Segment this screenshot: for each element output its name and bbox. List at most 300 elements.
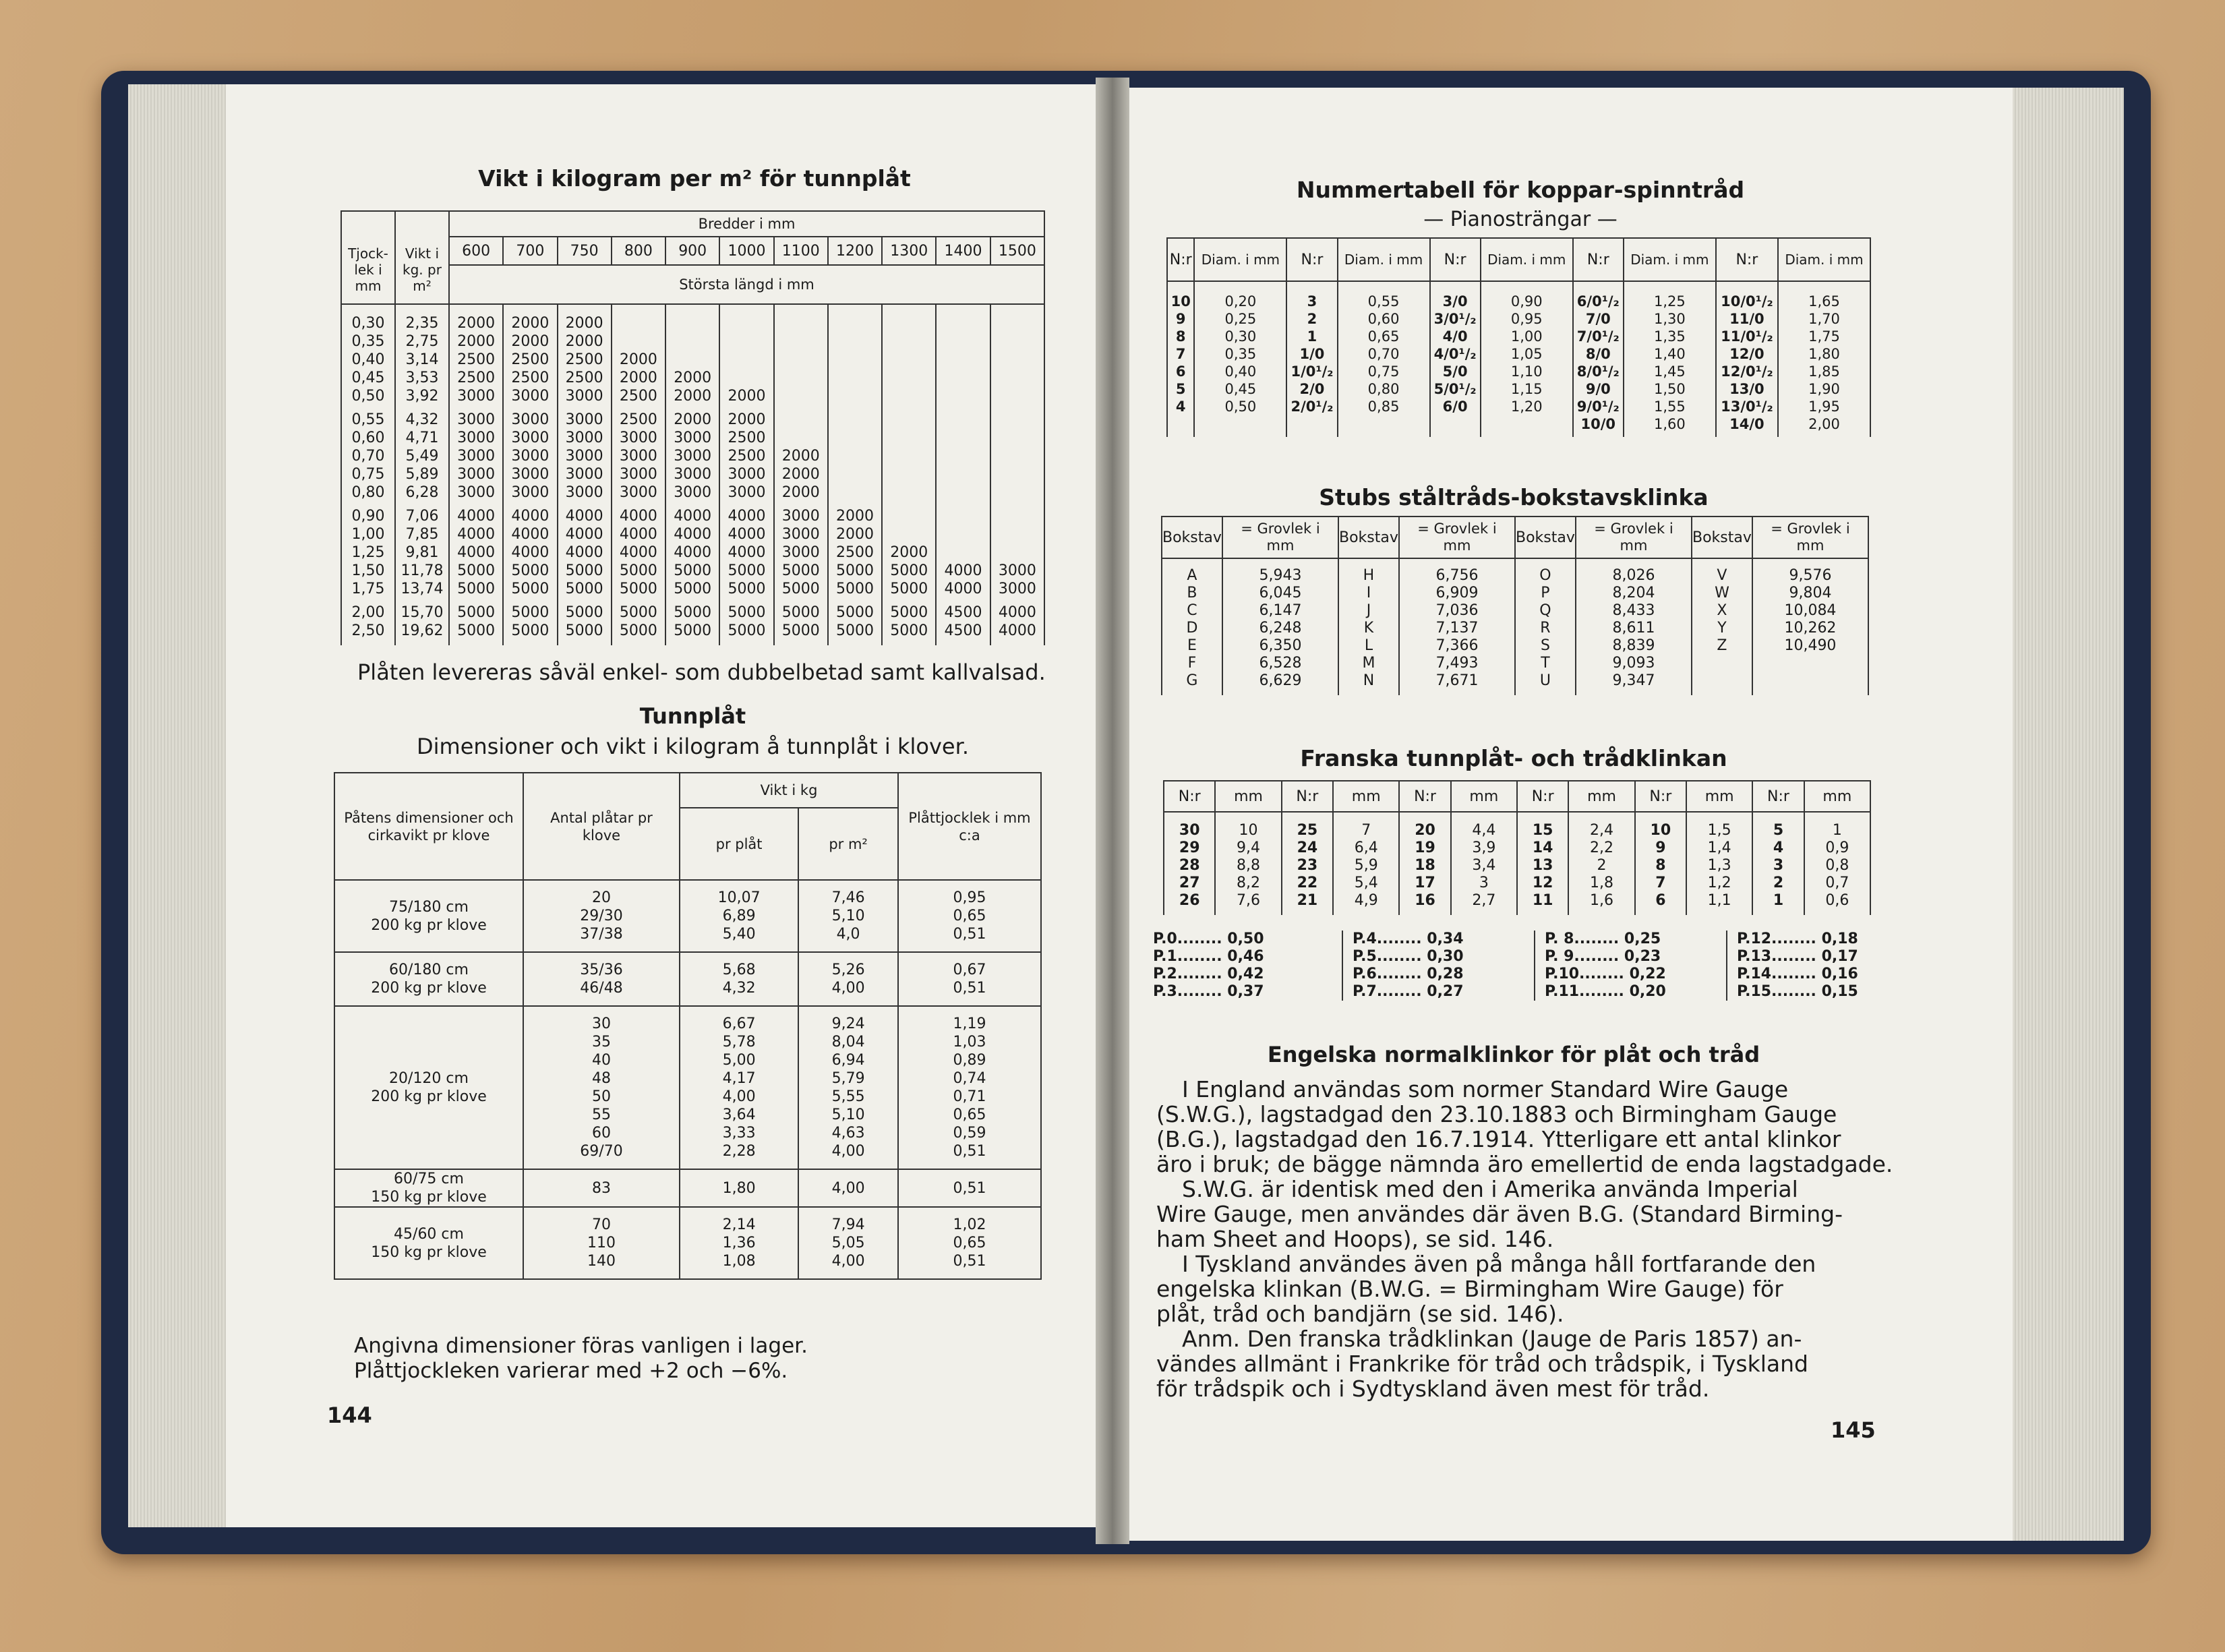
diam-cell <box>1481 281 1573 437</box>
cell-value: 5000 <box>781 581 820 597</box>
cell-value: 5000 <box>781 622 820 639</box>
cell-value: 2000 <box>781 484 820 501</box>
cell-value: 0,60 <box>351 430 385 446</box>
cell-value: 3000 <box>998 581 1036 597</box>
cell-value: 6,248 <box>1259 620 1302 637</box>
length-cell <box>990 314 1044 411</box>
letter-cell <box>1162 558 1222 695</box>
cell-value: 4000 <box>565 526 603 543</box>
cell-value: 3000 <box>674 484 712 501</box>
mm-cell <box>1215 812 1281 915</box>
cell-value <box>991 507 1044 525</box>
cell-value: 5,49 <box>405 448 439 465</box>
nr-cell <box>1167 281 1194 437</box>
p-gauge-column <box>1534 931 1727 1001</box>
cell-value <box>666 351 719 369</box>
cell-value: 3000 <box>565 484 603 501</box>
cell-value: 5000 <box>835 581 874 597</box>
length-cell <box>828 603 882 645</box>
p-gauge-entry: P.7........ 0,27 <box>1353 983 1464 1000</box>
cell-lines <box>558 507 611 603</box>
cell-value: 0,6 <box>1825 892 1849 909</box>
cell-lines <box>829 603 881 645</box>
weight-group-row <box>341 603 1044 645</box>
cell-value: 40 <box>592 1052 611 1069</box>
cell-value: 5000 <box>674 562 712 579</box>
cell-value: 4500 <box>944 622 982 639</box>
length-cell <box>449 411 503 507</box>
cell-value: 8,2 <box>1237 875 1261 891</box>
length-cell <box>449 507 503 603</box>
cell-value <box>775 314 827 332</box>
letter-header: Bokstav <box>1162 517 1222 558</box>
cell-value <box>991 465 1044 483</box>
cell-value: 7,46 <box>831 889 865 906</box>
cell-value: 1/0¹/₂ <box>1290 363 1334 380</box>
page-edges-right <box>2006 88 2124 1541</box>
cell-value: 29/30 <box>580 908 623 924</box>
cell-value: D <box>1186 620 1198 637</box>
diam-cell <box>1338 281 1430 437</box>
cell-lines <box>799 881 897 951</box>
dim-weight: 150 kg pr klove <box>371 1189 487 1206</box>
cell-value <box>720 332 773 351</box>
spacer-cell <box>665 304 719 314</box>
cell-value: 0,40 <box>1224 363 1257 380</box>
length-cell <box>990 507 1044 603</box>
cell-value: 5000 <box>511 604 550 621</box>
cell-value: 3000 <box>565 411 603 428</box>
antal-cell <box>523 1207 680 1279</box>
dim-weight: 150 kg pr klove <box>371 1243 487 1261</box>
cell-value: 5000 <box>890 604 928 621</box>
length-cell <box>665 411 719 507</box>
dim-size: 60/180 cm <box>389 962 469 978</box>
cell-value: W <box>1715 585 1729 601</box>
cell-value: 4000 <box>619 544 657 561</box>
cell-value: 3000 <box>565 430 603 446</box>
cell-value: 3000 <box>511 484 550 501</box>
cell-value: 4,32 <box>405 411 439 428</box>
paragraph-line: (S.W.G.), lagstadgad den 23.10.1883 och Birmingham Gauge <box>1156 1101 1837 1127</box>
cell-value: 1,8 <box>1590 875 1614 891</box>
weight-cell <box>395 507 449 603</box>
p-gauge-entry: P.1........ 0,46 <box>1153 948 1264 965</box>
paragraph-line: ham Sheet and Hoops), se sid. 146. <box>1156 1226 1554 1252</box>
cell-value: 3000 <box>565 448 603 465</box>
cell-value: 4,00 <box>831 1253 865 1270</box>
letter-header: Bokstav <box>1692 517 1752 558</box>
size-header: = Grovlek i mm <box>1399 517 1515 558</box>
nr-header: N:r <box>1573 238 1624 281</box>
nr-cell <box>1635 812 1686 915</box>
cell-value: 3,53 <box>405 370 439 386</box>
cell-value: 2000 <box>728 388 766 405</box>
cell-lines <box>524 1208 679 1278</box>
p-gauge-entry: P.6........ 0,28 <box>1353 966 1464 982</box>
cell-value <box>883 447 935 465</box>
cell-value <box>775 387 827 405</box>
cell-value: 0,55 <box>1367 293 1400 309</box>
cell-value: 26 <box>1179 892 1200 909</box>
cell-value: 2000 <box>511 315 550 332</box>
cell-value: 8,8 <box>1237 857 1261 874</box>
cell-lines <box>1569 822 1634 910</box>
cell-lines <box>1195 293 1286 415</box>
cell-value: 7,493 <box>1435 655 1479 672</box>
mm-header: mm <box>1333 781 1399 812</box>
diam-cell <box>1624 281 1716 437</box>
cell-value: 0,50 <box>1224 399 1257 415</box>
cell-value: 22 <box>1297 875 1318 891</box>
cell-value: 6,756 <box>1435 567 1479 584</box>
cell-value: 9,24 <box>831 1015 865 1032</box>
length-cell <box>503 603 557 645</box>
cell-value: 7,06 <box>405 508 439 525</box>
dim-size: 20/120 cm <box>389 1070 469 1087</box>
cell-value <box>775 429 827 447</box>
nr-cell <box>1430 281 1481 437</box>
cell-lines <box>1805 822 1870 910</box>
width-value: 600 <box>449 237 503 265</box>
cell-value: 4000 <box>674 544 712 561</box>
cell-value: 3000 <box>781 526 820 543</box>
wire-header-row <box>1167 238 1870 281</box>
cell-value: 3000 <box>457 430 496 446</box>
cell-value: 1,50 <box>1653 381 1686 397</box>
cell-lines <box>883 411 935 507</box>
cell-value <box>937 387 989 405</box>
cell-value: 1 <box>1773 892 1784 909</box>
pr-plat-cell <box>680 1169 798 1207</box>
cell-value: 3000 <box>619 430 657 446</box>
spacer-cell <box>719 304 773 314</box>
cell-value: 9 <box>1655 839 1666 856</box>
spacer-cell <box>503 304 557 314</box>
cell-value: 5000 <box>781 604 820 621</box>
spacer-cell <box>612 304 665 314</box>
weight-header-row <box>341 211 1044 237</box>
cell-lines <box>937 314 989 411</box>
cell-value: 2,2 <box>1590 839 1614 856</box>
nr-cell <box>1282 812 1333 915</box>
cell-value: 3/0 <box>1442 293 1468 309</box>
cell-value: 28 <box>1179 857 1200 874</box>
cell-lines <box>1216 822 1280 910</box>
cell-value: 11 <box>1532 892 1553 909</box>
cell-value <box>720 351 773 369</box>
length-cell <box>936 603 990 645</box>
cell-lines <box>524 1171 679 1206</box>
cell-value: 4000 <box>728 526 766 543</box>
cell-value: 2 <box>1773 875 1784 891</box>
cell-lines <box>883 314 935 411</box>
cell-value <box>666 314 719 332</box>
cell-value: 0,8 <box>1825 857 1849 874</box>
cell-value: 0,7 <box>1825 875 1849 891</box>
spacer-row <box>341 304 1044 314</box>
length-cell <box>774 314 828 411</box>
weight-table-title: Vikt i kilogram per m² för tunnplåt <box>478 165 911 191</box>
cell-value: 3000 <box>511 411 550 428</box>
length-cell <box>719 314 773 411</box>
cell-value: 1,90 <box>1808 381 1840 397</box>
cell-lines <box>775 507 827 603</box>
cell-value: O <box>1539 567 1551 584</box>
cell-value: 5000 <box>511 581 550 597</box>
width-value: 1300 <box>882 237 936 265</box>
cell-value: X <box>1717 602 1727 619</box>
cell-value: 1,70 <box>1808 311 1840 327</box>
cell-value <box>991 387 1044 405</box>
cell-value <box>829 465 881 483</box>
cell-lines <box>524 953 679 1005</box>
cell-value: 5,89 <box>405 466 439 483</box>
cell-value: 4000 <box>674 526 712 543</box>
cell-value: 7,366 <box>1435 637 1479 654</box>
cell-value: 7,671 <box>1435 672 1479 689</box>
thickness-cell <box>898 952 1041 1006</box>
cell-value: 0,65 <box>1367 328 1400 345</box>
cell-value: 0,65 <box>953 1107 986 1123</box>
p-gauge-entry: P.14........ 0,16 <box>1737 966 1858 982</box>
cell-value: 14 <box>1532 839 1553 856</box>
cell-lines <box>883 603 935 645</box>
weight-group-row <box>341 411 1044 507</box>
franska-body-row <box>1164 812 1870 915</box>
cell-lines <box>558 603 611 645</box>
length-cell <box>558 411 612 507</box>
nr-header: N:r <box>1167 238 1194 281</box>
cell-value: 1,35 <box>1653 328 1686 345</box>
cell-lines <box>680 1171 798 1206</box>
nr-cell <box>1716 281 1778 437</box>
cell-lines <box>1687 822 1752 910</box>
cell-value: J <box>1366 602 1371 619</box>
cell-value: 6,629 <box>1259 672 1302 689</box>
cell-value: 3,9 <box>1472 839 1496 856</box>
cell-value: 2000 <box>565 315 603 332</box>
paragraph-line: Wire Gauge, men användes där även B.G. (Standard Birming- <box>1156 1201 1843 1227</box>
wire-table-subtitle: — Pianosträngar — <box>1423 208 1618 231</box>
cell-value: C <box>1187 602 1197 619</box>
cell-value: I <box>1366 585 1371 601</box>
cell-value: 2 <box>1307 311 1317 327</box>
pr-plat-cell <box>680 952 798 1006</box>
width-value: 1200 <box>828 237 882 265</box>
cell-value: 4000 <box>511 544 550 561</box>
cell-value: 2500 <box>565 370 603 386</box>
cell-value: 10,262 <box>1784 620 1837 637</box>
cell-value: 6,94 <box>831 1052 865 1069</box>
thickness-cell <box>341 507 395 603</box>
weight-cell <box>395 603 449 645</box>
length-cell <box>990 411 1044 507</box>
klove-header-row <box>334 773 1041 808</box>
thickness-cell <box>341 411 395 507</box>
cell-value: 2000 <box>674 370 712 386</box>
cell-value: 2500 <box>511 351 550 368</box>
cell-value: 5000 <box>619 604 657 621</box>
cell-value <box>937 543 989 562</box>
mm-header: mm <box>1686 781 1752 812</box>
cell-value: 9 <box>1175 311 1186 327</box>
cell-value: 10,07 <box>717 889 761 906</box>
cell-value: 3,33 <box>722 1125 756 1142</box>
cell-value: 4000 <box>728 508 766 525</box>
cell-value: 3,92 <box>405 388 439 405</box>
size-cell <box>1576 558 1692 695</box>
thickness-cell <box>898 880 1041 952</box>
cell-value: 0,75 <box>351 466 385 483</box>
cell-lines <box>558 314 611 411</box>
franska-title: Franska tunnplåt- och trådklinkan <box>1300 745 1727 771</box>
p-gauge-entry: P.2........ 0,42 <box>1153 966 1264 982</box>
cell-value: 0,51 <box>953 980 986 997</box>
mm-cell <box>1451 812 1517 915</box>
cell-value: M <box>1362 655 1375 672</box>
cell-value: 7,6 <box>1237 892 1261 909</box>
dim-cell <box>334 1207 523 1279</box>
antal-cell <box>523 880 680 952</box>
cell-value: 1,80 <box>722 1179 756 1197</box>
cell-value: 5,79 <box>831 1070 865 1087</box>
cell-lines <box>680 1208 798 1278</box>
cell-value: 0,60 <box>1367 311 1400 327</box>
cell-value: 4000 <box>457 544 496 561</box>
size-cell <box>1222 558 1338 695</box>
cell-value: 0,70 <box>351 448 385 465</box>
weight-group-row <box>341 507 1044 603</box>
cell-value: 1,40 <box>1653 346 1686 362</box>
weight-cell <box>395 411 449 507</box>
dim-weight: 200 kg pr klove <box>371 916 487 934</box>
cell-value: 5000 <box>835 622 874 639</box>
cell-value <box>937 411 989 429</box>
cell-value: 4,0 <box>836 926 860 943</box>
cell-value: 1,25 <box>1653 293 1686 309</box>
cell-lines <box>680 881 798 951</box>
dim-cell <box>334 880 523 952</box>
cell-value: 0,51 <box>953 1143 986 1160</box>
length-cell <box>665 603 719 645</box>
cell-value: R <box>1540 620 1551 637</box>
cell-value: 4500 <box>944 604 982 621</box>
cell-value <box>991 314 1044 332</box>
cell-value: Y <box>1717 620 1727 637</box>
length-cell <box>719 507 773 603</box>
p-gauge-entry: P. 8........ 0,25 <box>1545 931 1661 947</box>
cell-value: 11/0¹/₂ <box>1721 328 1773 345</box>
cell-value: 0,90 <box>351 508 385 525</box>
cell-value: F <box>1187 655 1197 672</box>
cell-value: 6,67 <box>722 1015 756 1032</box>
width-value: 1400 <box>936 237 990 265</box>
cell-lines <box>799 1171 897 1206</box>
cell-value: 4000 <box>511 508 550 525</box>
spacer-cell <box>990 304 1044 314</box>
cell-value: 69/70 <box>580 1143 623 1160</box>
cell-value: 55 <box>592 1107 611 1123</box>
cell-lines <box>1753 567 1868 655</box>
cell-lines <box>1779 293 1870 433</box>
cell-value: 8,026 <box>1612 567 1655 584</box>
cell-lines <box>1692 567 1752 655</box>
cell-lines <box>1576 567 1691 690</box>
dim-size: 45/60 cm <box>394 1225 464 1243</box>
cell-value: 25 <box>1297 822 1318 839</box>
cell-value <box>612 314 665 332</box>
cell-lines <box>680 953 798 1005</box>
cell-lines <box>720 314 773 411</box>
cell-value: 21 <box>1297 892 1318 909</box>
cell-value: 2,00 <box>1808 416 1840 432</box>
cell-value: 5,943 <box>1259 567 1302 584</box>
cell-value <box>829 369 881 387</box>
length-cell <box>449 603 503 645</box>
antal-cell <box>523 1169 680 1207</box>
cell-value: 0,30 <box>351 315 385 332</box>
weight-cell <box>395 314 449 411</box>
length-cell <box>936 411 990 507</box>
cell-value: 12 <box>1532 875 1553 891</box>
cell-value <box>775 351 827 369</box>
cell-lines <box>1162 567 1222 690</box>
cell-value: L <box>1364 637 1373 654</box>
cell-value: 3 <box>1479 875 1489 891</box>
antal-cell <box>523 952 680 1006</box>
cell-value: 2000 <box>835 526 874 543</box>
length-cell <box>882 411 936 507</box>
cell-value: 2000 <box>674 411 712 428</box>
cell-value: 2500 <box>457 370 496 386</box>
cell-value: 5,10 <box>831 908 865 924</box>
mm-cell <box>1686 812 1752 915</box>
cell-value: 5000 <box>890 581 928 597</box>
cell-value: 5000 <box>511 622 550 639</box>
cell-lines <box>504 507 556 603</box>
cell-value: 70 <box>592 1216 611 1233</box>
cell-value: 4000 <box>998 604 1036 621</box>
cell-value <box>883 314 935 332</box>
cell-value: 2000 <box>835 508 874 525</box>
cell-value: 5000 <box>457 581 496 597</box>
cell-value: 8,433 <box>1612 602 1655 619</box>
cell-value: 50 <box>592 1088 611 1105</box>
size-cell <box>1752 558 1868 695</box>
cell-value: 5000 <box>728 604 766 621</box>
page-number-left: 144 <box>327 1403 372 1428</box>
length-cell <box>558 507 612 603</box>
p-gauge-column <box>1153 931 1335 1001</box>
cell-value: 2500 <box>619 411 657 428</box>
cell-value: 3000 <box>511 448 550 465</box>
cell-value: 10 <box>1170 293 1191 309</box>
stubs-table <box>1161 516 1869 695</box>
cell-lines <box>1164 822 1214 910</box>
cell-value: 0,35 <box>1224 346 1257 362</box>
pr-plat-cell <box>680 880 798 952</box>
cell-value: 1,80 <box>1808 346 1840 362</box>
cell-value: 5,78 <box>722 1034 756 1051</box>
cell-value: 0,50 <box>351 388 385 405</box>
cell-value: P <box>1541 585 1550 601</box>
cell-value: 1,45 <box>1653 363 1686 380</box>
paragraph-line: engelska klinkan (B.W.G. = Birmingham Wire Gauge) för <box>1156 1276 1783 1302</box>
cell-lines <box>775 314 827 411</box>
cell-value <box>991 429 1044 447</box>
cell-value: 10/0¹/₂ <box>1721 293 1773 309</box>
